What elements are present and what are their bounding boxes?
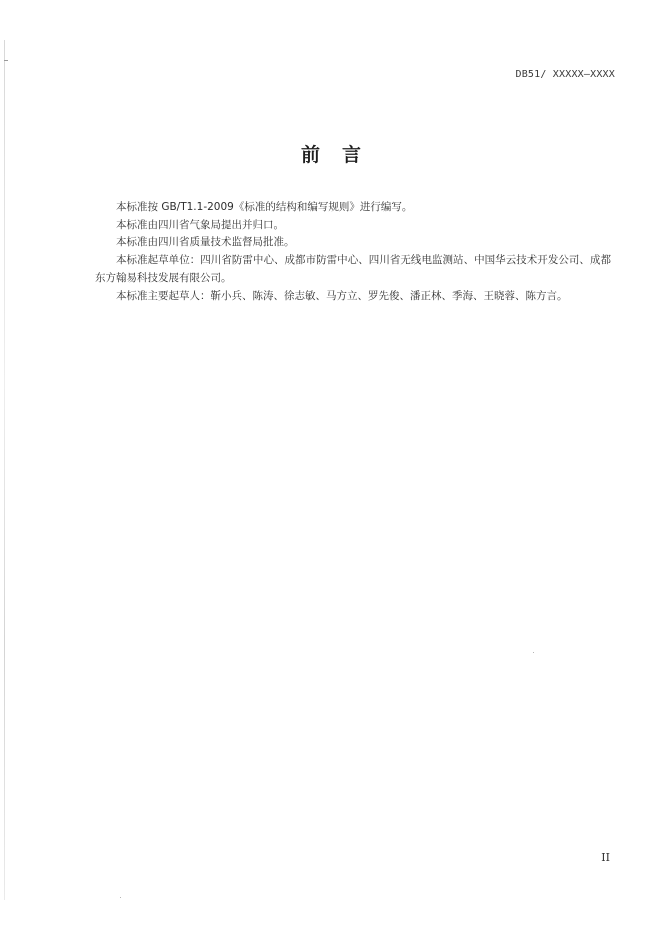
paragraph-drafters: 本标准主要起草人：靳小兵、陈涛、徐志敏、马方立、罗先俊、潘正林、季海、王晓蓉、陈方言。 <box>116 289 568 302</box>
document-code: DB51/ XXXXX—XXXX <box>515 69 615 80</box>
page-number: II <box>601 851 610 864</box>
scan-speck <box>120 897 121 898</box>
paragraph-drafting-units: 本标准起草单位：四川省防雷中心、成都市防雷中心、四川省无线电监测站、中国华云技术开发公司、成都东方翰易科技发展有限公司。 <box>95 254 611 284</box>
scan-speck <box>533 652 534 653</box>
foreword-body <box>95 199 611 305</box>
scan-edge-mark <box>4 60 8 61</box>
paragraph-proposer: 本标准由四川省气象局提出并归口。 <box>116 218 284 231</box>
scan-edge-line <box>4 40 5 900</box>
paragraph-approver: 本标准由四川省质量技术监督局批准。 <box>116 236 295 249</box>
page-title: 前言 <box>300 144 383 166</box>
paragraph-drafting-rules: 本标准按 GB/T1.1-2009《标准的结构和编写规则》进行编写。 <box>116 201 413 213</box>
